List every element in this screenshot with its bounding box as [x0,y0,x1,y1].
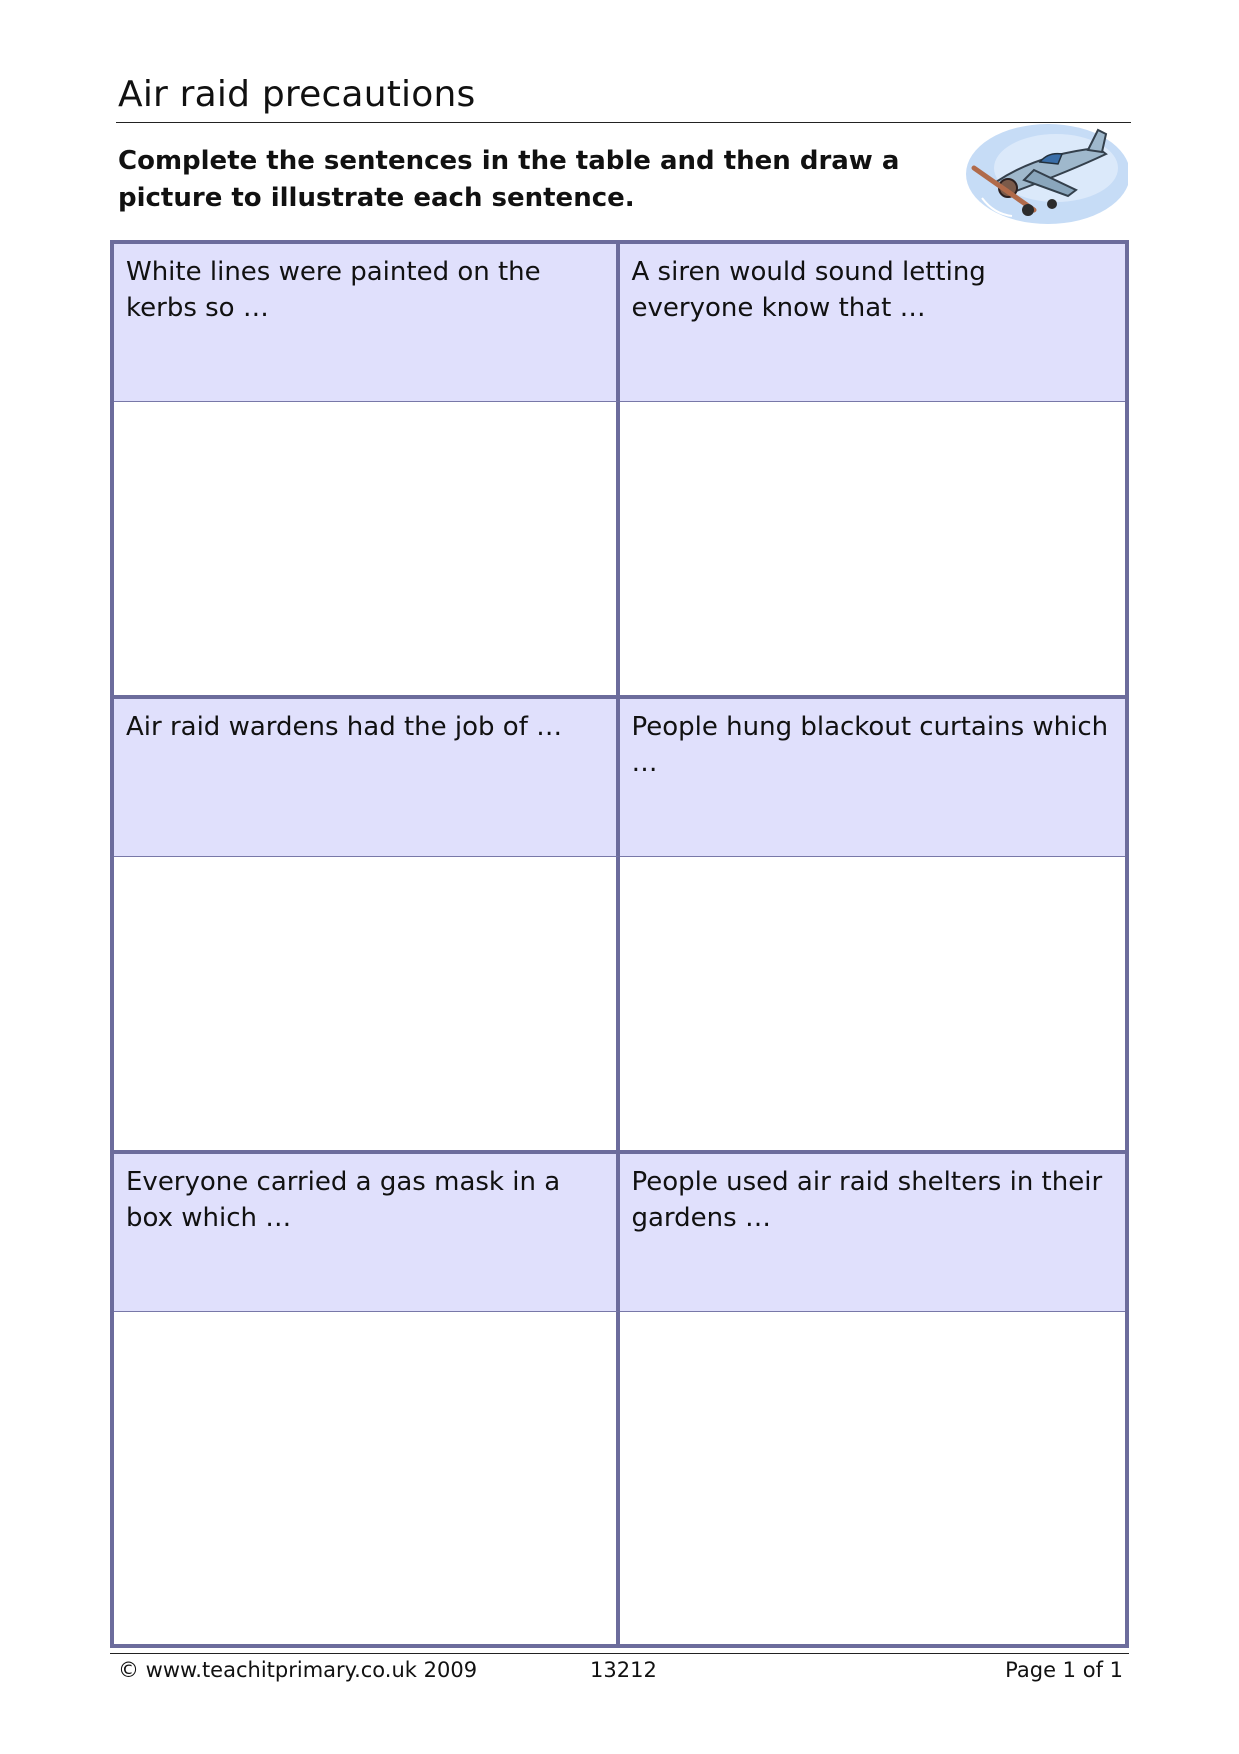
drawing-area[interactable] [620,857,1126,1154]
prompt-cell [620,699,1126,857]
footer-page-number: Page 1 of 1 [1005,1658,1123,1682]
footer-divider [110,1653,1129,1654]
footer-resource-code: 13212 [590,1658,657,1682]
prompt-text: Air raid wardens had the job of … [126,712,563,742]
drawing-area[interactable] [114,857,620,1154]
sentence-table [110,240,1129,1648]
footer-copyright: © www.teachitprimary.co.uk 2009 [118,1658,478,1682]
drawing-area[interactable] [620,402,1126,699]
prompt-cell [620,244,1126,402]
prompt-cell [114,699,620,857]
prompt-cell [620,1154,1126,1312]
title-divider [116,122,1131,123]
prompt-cell [114,244,620,402]
prompt-cell [114,1154,620,1312]
page-title: Air raid precautions [118,74,476,115]
prompt-text: People hung blackout curtains which … [631,712,1109,778]
instructions: Complete the sentences in the table and then draw a picture to illustrate each sentence. [118,146,900,213]
drawing-area[interactable] [114,402,620,699]
drawing-area[interactable] [114,1312,620,1644]
prompt-text: People used air raid shelters in their gardens … [631,1167,1103,1233]
prompt-text: Everyone carried a gas mask in a box which … [126,1167,561,1233]
prompt-text: White lines were painted on the kerbs so … [126,257,541,323]
prompt-text: A siren would sound letting everyone know that … [631,257,986,323]
drawing-area[interactable] [620,1312,1126,1644]
aeroplane-clipart-icon [948,124,1128,230]
